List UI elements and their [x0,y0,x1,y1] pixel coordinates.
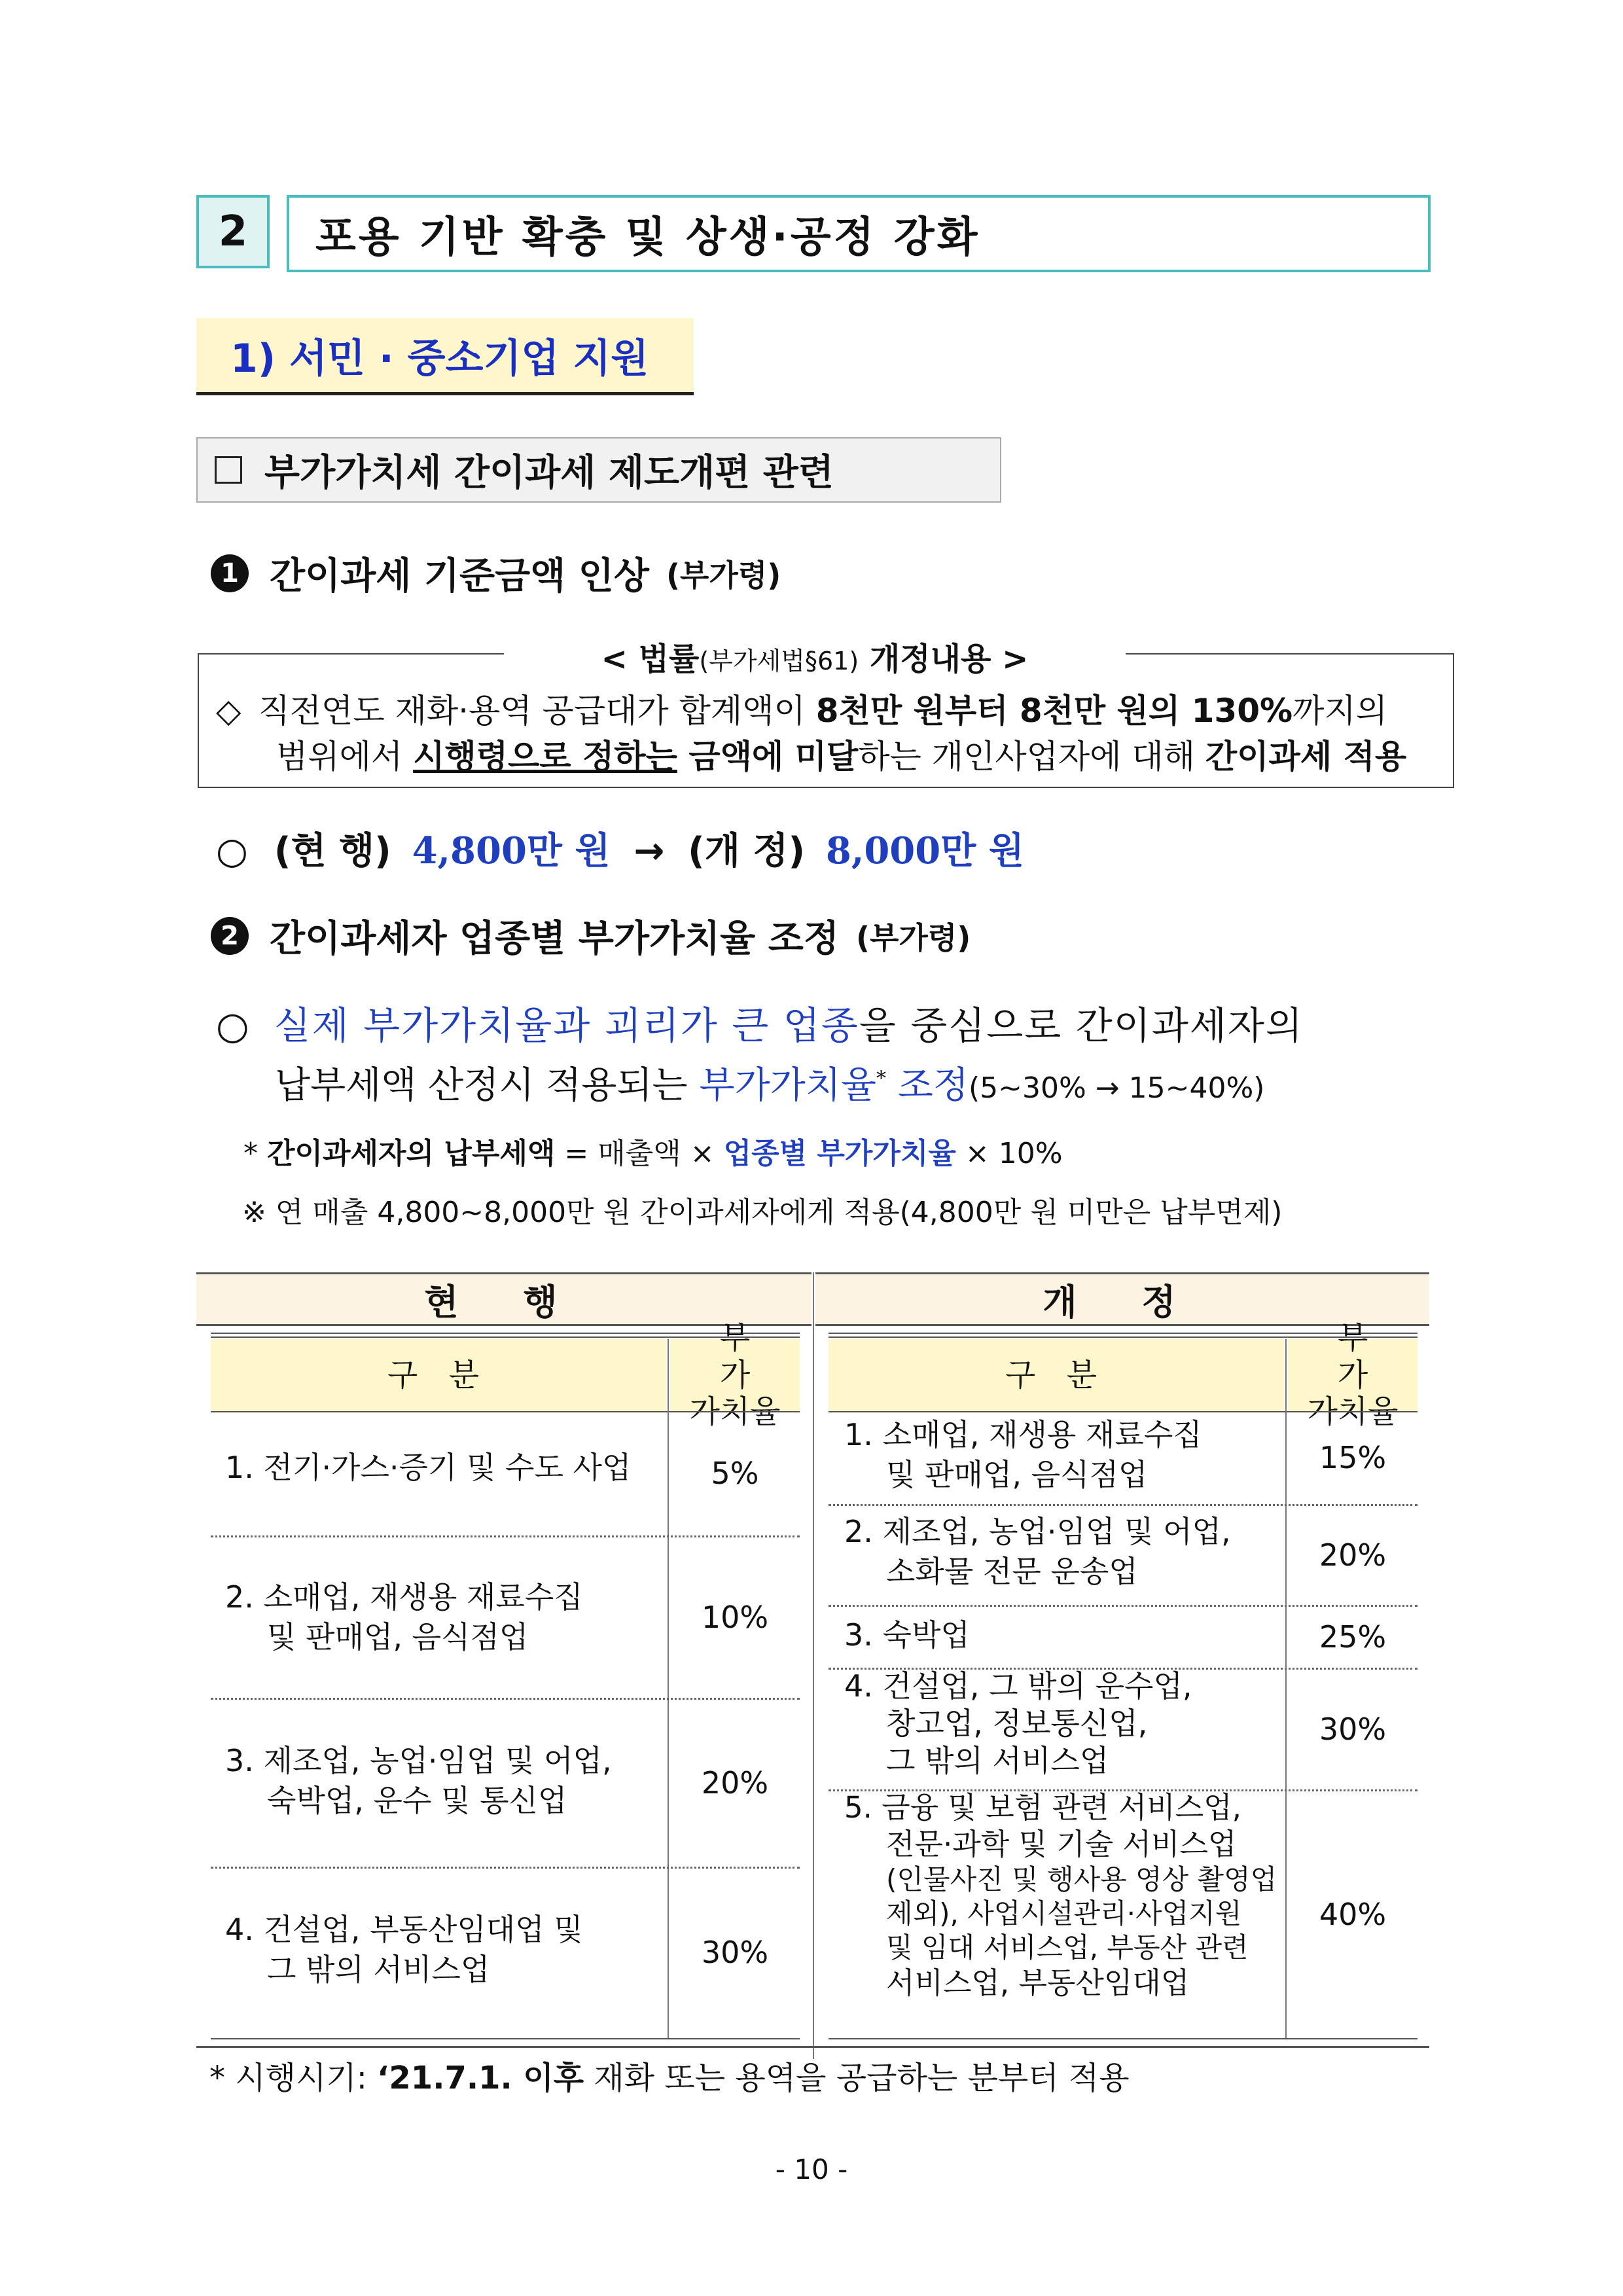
revised-row-1-rate: 15% [1319,1440,1387,1475]
revised-col-category-label: 구 분 [1005,1356,1107,1393]
item1-heading [211,547,781,600]
para2-star: * [876,1067,886,1090]
current-row-4-line1: 4. 건설업, 부동산임대업 및 [225,1912,583,1947]
law-line2-mid: 하는 개인사업자에 대해 [858,738,1205,776]
revised-row-4-category [844,1668,1192,1780]
revised-row-5-rate: 40% [1319,1897,1387,1932]
revised-value: 8,000만 원 [825,829,1024,872]
current-col-rate [670,1319,800,1431]
bullet-circle-icon: ○ [216,830,248,872]
item1-title: 간이과세 기준금액 인상 [270,555,649,598]
law-caption [504,634,1126,677]
revised-row-5-line6: 서비스업, 부동산임대업 [886,1965,1190,2000]
col-rate-line1: 부 가 [719,1319,770,1393]
threshold-change [216,822,1024,874]
para2-range: (5~30% → 15~40%) [968,1071,1265,1105]
para1-rest: 을 중심으로 간이과세자의 [859,1003,1304,1048]
current-row-3-rate: 20% [701,1765,769,1801]
revised-row-2-line1: 2. 제조업, 농업·임업 및 어업, [844,1514,1231,1549]
revised-row-4-line1: 4. 건설업, 그 밖의 운수업, [844,1668,1192,1704]
item2-para-line2 [275,1056,1264,1109]
col-rate-line2: 가치율 [689,1393,781,1431]
fn1-mid: = 매출액 × [555,1137,724,1170]
current-row-4-category [225,1910,583,1989]
revised-row-2-line2: 소화물 전문 운송업 [886,1553,1138,1589]
revised-row-2-rate: 20% [1319,1537,1387,1573]
table-bottom-rule [196,2046,1429,2048]
footnote-2: ※ 연 매출 4,800~8,000만 원 간이과세자에게 적용(4,800만 원 미만은 납부면제) [242,1196,1283,1229]
current-row-3-category [225,1741,612,1820]
revised-row-5-line1: 5. 금융 및 보험 관련 서비스업, [844,1790,1241,1825]
revised-row-3-rate: 25% [1319,1619,1387,1655]
law-caption-pre: < 법률 [601,641,700,677]
revised-row-1-line2: 및 판매업, 음식점업 [886,1456,1148,1492]
table-rule [211,2038,800,2039]
revised-col-divider [1285,1339,1287,2039]
law-line2-text: 범위에서 [276,738,414,776]
revised-row-4-rate: 30% [1319,1712,1387,1747]
table-revised-header: 개 정 [815,1272,1429,1326]
law-line1-bold: 8천만 원부터 8천만 원의 130% [815,692,1293,730]
current-col-category-label: 구 분 [387,1356,490,1393]
checkbox-square-icon [215,456,242,484]
subsection-title: 1) 서민 · 중소기업 지원 [196,318,694,395]
law-caption-ref: (부가세법§61) [699,647,859,675]
para1-emphasis: 실제 부가가치율과 괴리가 큰 업종 [274,1003,859,1048]
current-label: (현 행) [274,830,391,872]
revised-col-rate [1288,1319,1418,1431]
arrow-icon: → [633,830,665,872]
revised-row-4-line3: 그 밖의 서비스업 [886,1743,1109,1779]
fn1-star: * [243,1137,267,1170]
topic-heading [196,437,1001,503]
current-row-2-category [225,1577,583,1657]
revised-row-2-category [844,1512,1231,1591]
effective-date-note [209,2053,1130,2098]
bullet-circle-icon: ○ [216,1003,251,1048]
current-row-1-category: 1. 전기·가스·증기 및 수도 사업 [225,1450,632,1485]
law-line1-text: 직전연도 재화·용역 공급대가 합계액이 [258,692,816,730]
effective-rest: 재화 또는 용역을 공급하는 분부터 적용 [584,2060,1130,2096]
current-row-2-line1: 2. 소매업, 재생용 재료수집 [225,1579,583,1615]
law-line1-tail: 까지의 [1293,692,1388,730]
law-line2-underlined: 시행령으로 정하는 [413,738,677,776]
fn1-bold: 간이과세자의 납부세액 [267,1137,556,1170]
item2-note: (부가령) [855,920,971,956]
revised-row-3-category: 3. 숙박업 [844,1617,970,1653]
number-circle-icon: 2 [211,917,249,955]
current-col-category [211,1339,666,1411]
current-row-2-line2: 및 판매업, 음식점업 [267,1619,529,1655]
page-number: - 10 - [775,2153,848,2185]
item2-heading [211,910,971,962]
number-circle-icon: 1 [211,554,249,592]
law-line-1 [216,685,1387,732]
revised-col-category [829,1339,1284,1411]
diamond-icon: ◇ [216,692,241,730]
section-title: 포용 기반 확충 및 상생·공정 강화 [287,195,1431,272]
fn1-end: × 10% [955,1137,1063,1170]
current-row-4-rate: 30% [701,1935,769,1970]
para2-emphasis: 부가가치율 [699,1064,876,1107]
law-caption-post: 개정내용 > [859,641,1029,677]
item2-para-line1 [216,995,1304,1050]
law-line2-bold: 금액에 미달 [677,738,859,776]
effective-label: * 시행시기: [209,2060,378,2096]
law-line-2 [276,730,1406,778]
col-rate-line1: 부 가 [1337,1319,1388,1393]
effective-date: ‘21.7.1. 이후 [377,2060,584,2096]
current-row-3-line2: 숙박업, 운수 및 통신업 [267,1782,567,1818]
current-row-3-line1: 3. 제조업, 농업·임업 및 어업, [225,1743,612,1778]
table-current-header: 현 행 [196,1272,812,1326]
current-row-4-line2: 그 밖의 서비스업 [267,1951,490,1987]
col-rate-line2: 가치율 [1307,1393,1399,1431]
table-center-divider [813,1272,814,2059]
fn1-emphasis: 업종별 부가가치율 [723,1137,956,1170]
current-row-1-rate: 5% [711,1456,759,1491]
topic-title: 부가가치세 간이과세 제도개편 관련 [264,452,834,494]
current-col-divider [668,1339,669,2039]
revised-row-5-category [844,1789,1277,2001]
item2-title: 간이과세자 업종별 부가가치율 조정 [270,918,839,960]
revised-row-5-line4: 제외), 사업시설관리·사업지원 [886,1897,1242,1929]
section-number: 2 [196,195,270,268]
current-value: 4,800만 원 [412,829,611,872]
current-row-2-rate: 10% [701,1600,769,1635]
revised-row-1-category [844,1415,1202,1494]
para2-text: 납부세액 산정시 적용되는 [275,1064,700,1107]
para2-emphasis-2: 조정 [885,1064,969,1107]
law-line2-end: 간이과세 적용 [1205,738,1407,776]
item1-note: (부가령) [666,558,781,593]
revised-label: (개 정) [688,830,806,872]
revised-row-1-line1: 1. 소매업, 재생용 재료수집 [844,1417,1202,1452]
revised-row-5-line2: 전문·과학 및 기술 서비스업 [886,1826,1237,1861]
footnote-1 [243,1130,1063,1172]
revised-row-5-line3: (인물사진 및 행사용 영상 촬영업 [886,1863,1277,1895]
revised-row-5-line5: 및 임대 서비스업, 부동산 관련 [886,1931,1249,1964]
revised-row-4-line2: 창고업, 정보통신업, [886,1706,1148,1742]
table-rule [829,2038,1418,2039]
